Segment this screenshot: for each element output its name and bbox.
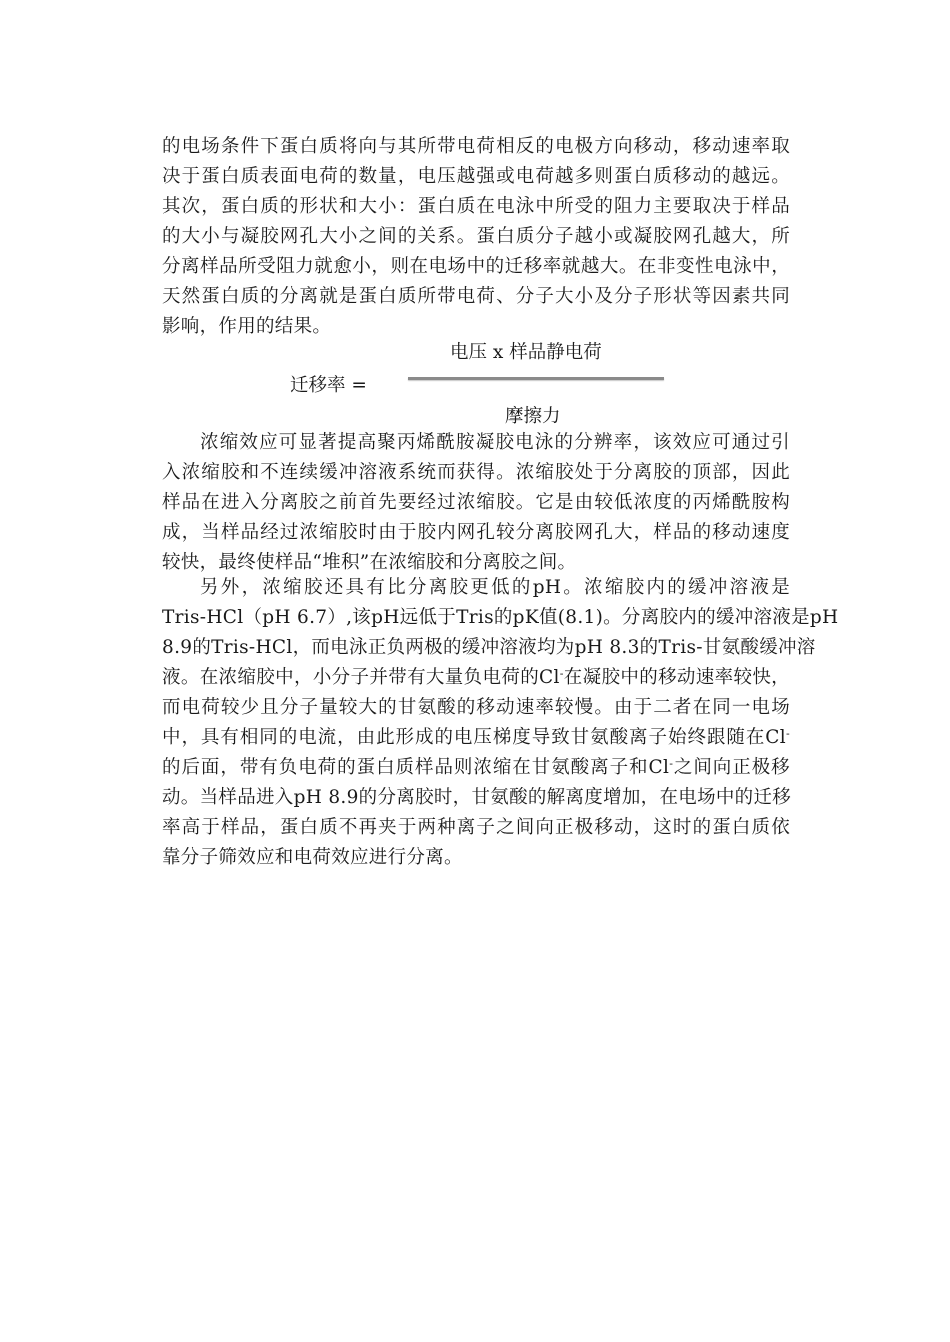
text-line: 分离样品所受阻力就愈小，则在电场中的迁移率就越大。在非变性电泳中， bbox=[162, 256, 790, 277]
text-line bbox=[162, 723, 790, 753]
paragraph-buffer-system bbox=[162, 573, 839, 873]
chloride-charge: - bbox=[785, 727, 790, 740]
text-line: 样品在进入分离胶之前首先要经过浓缩胶。它是由较低浓度的丙烯酰胺构 bbox=[162, 492, 790, 513]
text-line: 的电场条件下蛋白质将向与其所带电荷相反的电极方向移动，移动速率取 bbox=[162, 136, 790, 157]
text-segment: 之间向正极移 bbox=[673, 757, 790, 778]
text-line: 另外，浓缩胶还具有比分离胶更低的pH。浓缩胶内的缓冲溶液是 bbox=[200, 577, 790, 598]
chloride-charge: - bbox=[559, 667, 564, 680]
text-line: 成，当样品经过浓缩胶时由于胶内网孔较分离胶网孔大，样品的移动速度 bbox=[162, 522, 790, 543]
text-line: Tris-HCl（pH 6.7）,该pH远低于Tris的pK值(8.1)。分离胶内的缓冲溶液是pH bbox=[162, 607, 839, 628]
text-line: 动。当样品进入pH 8.9的分离胶时，甘氨酸的解离度增加，在电场中的迁移 bbox=[162, 787, 792, 808]
formula-lhs: 迁移率 = bbox=[290, 375, 367, 396]
text-line bbox=[162, 753, 790, 783]
text-segment: 中，具有相同的电流，由此形成的电压梯度导致甘氨酸离子始终跟随在Cl bbox=[162, 727, 786, 748]
paragraph-charge-and-size bbox=[162, 132, 790, 342]
text-line: 决于蛋白质表面电荷的数量，电压越强或电荷越多则蛋白质移动的越远。 bbox=[162, 166, 790, 187]
text-segment: 液。在浓缩胶中，小分子并带有大量负电荷的Cl bbox=[162, 667, 560, 688]
text-line: 其次，蛋白质的形状和大小：蛋白质在电泳中所受的阻力主要取决于样品 bbox=[162, 196, 790, 217]
text-line bbox=[162, 663, 790, 693]
formula-numerator: 电压 x 样品静电荷 bbox=[450, 342, 602, 363]
text-line: 入浓缩胶和不连续缓冲溶液系统而获得。浓缩胶处于分离胶的顶部，因此 bbox=[162, 462, 790, 483]
paragraph-stacking-effect bbox=[162, 428, 790, 578]
chloride-charge: - bbox=[669, 757, 674, 770]
text-line: 天然蛋白质的分离就是蛋白质所带电荷、分子大小及分子形状等因素共同 bbox=[162, 286, 790, 307]
text-line: 8.9的Tris-HCl，而电泳正负两极的缓冲溶液均为pH 8.3的Tris-甘氨酸缓冲溶 bbox=[162, 637, 816, 658]
text-segment: 在凝胶中的移动速率较快， bbox=[563, 667, 790, 688]
text-line: 率高于样品，蛋白质不再夹于两种离子之间向正极移动，这时的蛋白质依 bbox=[162, 817, 790, 838]
text-line: 影响，作用的结果。 bbox=[162, 316, 332, 337]
text-line: 的大小与凝胶网孔大小之间的关系。蛋白质分子越小或凝胶网孔越大，所 bbox=[162, 226, 790, 247]
text-line: 而电荷较少且分子量较大的甘氨酸的移动速率较慢。由于二者在同一电场 bbox=[162, 697, 790, 718]
text-segment: 的后面，带有负电荷的蛋白质样品则浓缩在甘氨酸离子和Cl bbox=[162, 757, 670, 778]
text-line: 浓缩效应可显著提高聚丙烯酰胺凝胶电泳的分辨率，该效应可通过引 bbox=[200, 432, 790, 453]
fraction-bar bbox=[408, 377, 664, 380]
text-line: 较快，最终使样品“堆积”在浓缩胶和分离胶之间。 bbox=[162, 552, 577, 573]
formula-denominator: 摩擦力 bbox=[505, 406, 561, 427]
text-line: 靠分子筛效应和电荷效应进行分离。 bbox=[162, 847, 463, 868]
